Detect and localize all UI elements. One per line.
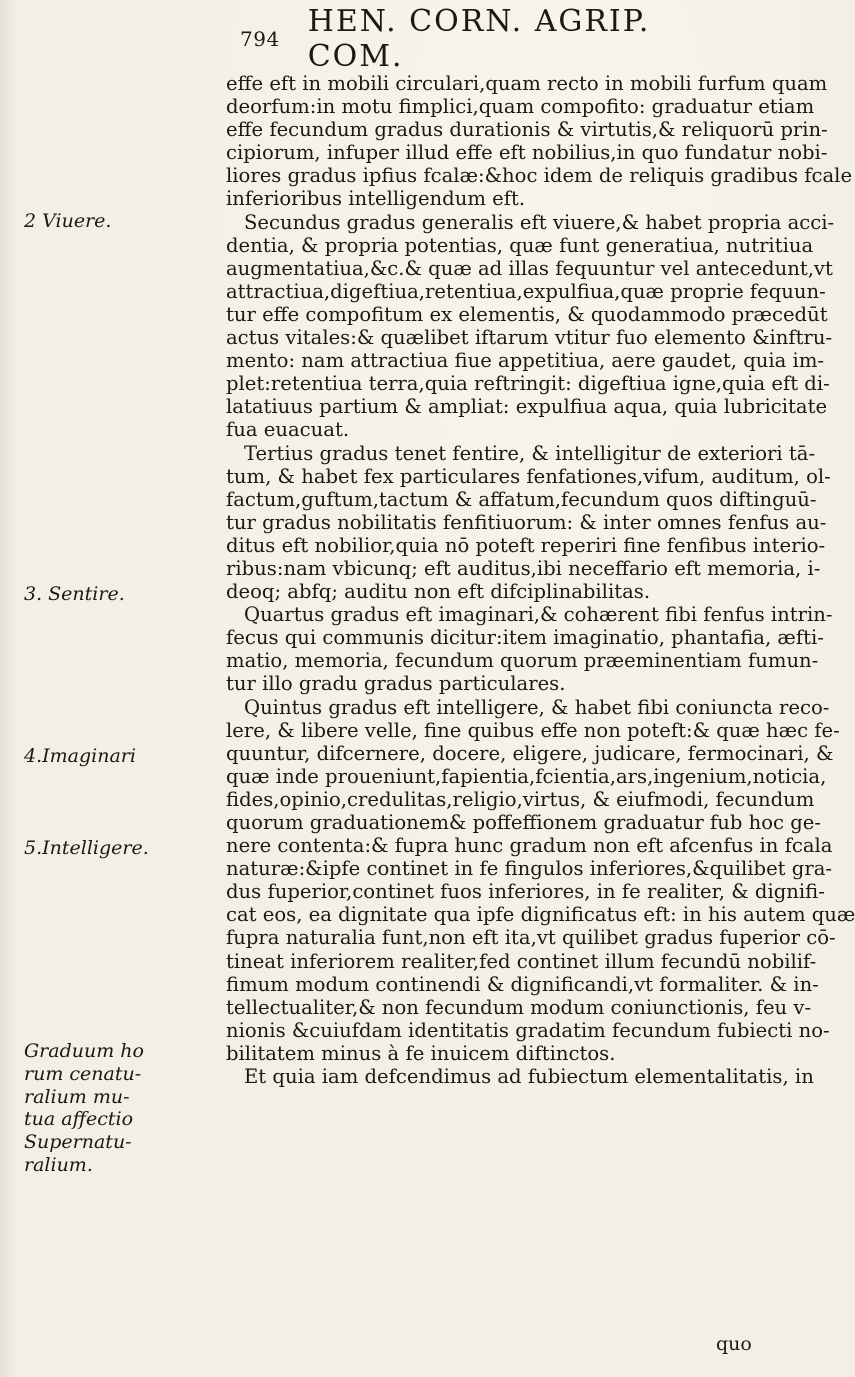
text-line: inferioribus intelligendum eft.: [226, 187, 526, 211]
margin-note-line: rum cenatu-: [24, 1062, 142, 1085]
text-line: fupra naturalia funt,non eft ita,vt quilibet gradus fuperior cō-: [226, 926, 836, 950]
margin-note-viuere: 2 Viuere.: [24, 210, 112, 232]
text-line: tellectualiter,& non fecundum modum coniunctionis, feu v-: [226, 995, 812, 1019]
text-line: tur gradus nobilitatis fenfitiuorum: & inter omnes fenfus au-: [226, 510, 827, 534]
text-line: lere, & libere velle, fine quibus effe non poteft:& quæ hæc fe-: [226, 718, 840, 742]
text-line: attractiua,digeftiua,retentiua,expulfiua,quæ proprie fequun-: [226, 279, 826, 303]
text-line: quorum graduationem& poffeffionem graduatur fub hoc ge-: [226, 811, 821, 834]
text-line: deorfum:in motu fimplici,quam compofito: graduatur etiam: [226, 95, 815, 119]
page-number: 794: [240, 27, 280, 51]
text-line: quuntur, difcernere, docere, eligere, judicare, fermocinari, &: [226, 741, 834, 765]
text-line: nionis &cuiufdam identitatis gradatim fecundum fubiecti no-: [226, 1018, 830, 1042]
text-line: tur effe compofitum ex elementis, & quodammodo præcedūt: [226, 302, 828, 326]
margin-note-line: Graduum ho: [24, 1040, 144, 1062]
running-head: HEN. CORN. AGRIP. COM.: [307, 4, 651, 74]
margin-note-graduum: [24, 1040, 224, 1177]
text-line: mento: nam attractiua fiue appetitiua, aere gaudet, quia im-: [226, 349, 825, 373]
text-line: plet:retentiua terra,quia reftringit: digeftiua igne,quia eft di-: [226, 372, 830, 396]
margin-note-imaginari: 4.Imaginari: [24, 745, 136, 767]
margin-note-line: ralium.: [24, 1153, 93, 1176]
text-line: fua euacuat.: [226, 418, 350, 442]
body-text: [226, 72, 855, 1089]
text-line: fides,opinio,credulitas,religio,virtus, & eiufmodi, fecundum: [226, 787, 815, 811]
text-line: cipiorum, infuper illud effe eft nobilius,in quo fundatur nobi-: [226, 141, 828, 165]
page-header: [240, 4, 710, 74]
page-gutter-shadow: [0, 0, 18, 1377]
text-line: nere contenta:& fupra hunc gradum non eft afcenfus in fcala: [226, 834, 833, 858]
margin-note-intelligere: 5.Intelligere.: [24, 837, 149, 859]
margin-note-sentire: 3. Sentire.: [24, 583, 125, 605]
text-line: matio, memoria, fecundum quorum præeminentiam fumun-: [226, 649, 819, 673]
text-line: effe fecundum gradus durationis & virtutis,& reliquorū prin-: [226, 118, 828, 142]
margin-note-line: Supernatu-: [24, 1131, 132, 1154]
text-line: tur illo gradu gradus particulares.: [226, 672, 566, 696]
text-line: cat eos, ea dignitate qua ipfe dignificatus eft: in his autem quæ: [226, 903, 855, 927]
text-line: bilitatem minus à fe inuicem diftinctos.: [226, 1041, 616, 1065]
text-line: Secundus gradus generalis eft viuere,& habet propria acci-: [244, 210, 835, 234]
text-line: latatiuus partium & ampliat: expulfiua aqua, quia lubricitate: [226, 395, 828, 419]
text-line: Tertius gradus tenet fentire, & intelligitur de exteriori tā-: [244, 441, 816, 465]
text-line: Quintus gradus eft intelligere, & habet fibi coniuncta reco-: [244, 695, 830, 719]
text-line: Quartus gradus eft imaginari,& cohærent fibi fenfus intrin-: [244, 603, 833, 627]
catchword: quo: [716, 1333, 752, 1355]
text-line: ditus eft nobilior,quia nō poteft reperiri fine fenfibus interio-: [226, 533, 826, 557]
text-line: factum,guftum,tactum & affatum,fecundum quos diftinguū-: [226, 487, 817, 511]
text-line: naturæ:&ipfe continet in fe fingulos inferiores,&quilibet gra-: [226, 857, 832, 881]
text-line: ribus:nam vbicunq; eft auditus,ibi neceffario eft memoria, i-: [226, 556, 821, 580]
text-line: fimum modum continendi & dignificandi,vt formaliter. & in-: [226, 972, 819, 996]
text-line: augmentatiua,&c.& quæ ad illas fequuntur vel antecedunt,vt: [226, 256, 833, 280]
margin-note-line: tua affectio: [24, 1108, 134, 1131]
text-line: tum, & habet fex particulares fenfationes,vifum, auditum, ol-: [226, 464, 831, 488]
text-line: tineat inferiorem realiter,fed continet illum fecundū nobilif-: [226, 949, 817, 973]
text-line: dus fuperior,continet fuos inferiores, in fe realiter, & dignifi-: [226, 880, 825, 904]
text-line: liores gradus ipfius fcalæ:&hoc idem de reliquis gradibus fcale: [226, 164, 853, 188]
margin-note-line: ralium mu-: [24, 1085, 130, 1108]
text-line: quæ inde proueniunt,fapientia,fcientia,ars,ingenium,noticia,: [226, 764, 827, 788]
text-line: fecus qui communis dicitur:item imaginatio, phantafia, æfti-: [226, 626, 824, 650]
text-line: effe eft in mobili circulari,quam recto in mobili furfum quam: [226, 72, 828, 95]
text-line: dentia, & propria potentias, quæ funt generatiua, nutritiua: [226, 233, 814, 257]
text-line: actus vitales:& quælibet iftarum vtitur fuo elemento &inftru-: [226, 326, 833, 350]
text-line: Et quia iam defcendimus ad fubiectum elementalitatis, in: [244, 1065, 814, 1089]
text-line: deoq; abfq; auditu non eft difciplinabilitas.: [226, 580, 651, 604]
